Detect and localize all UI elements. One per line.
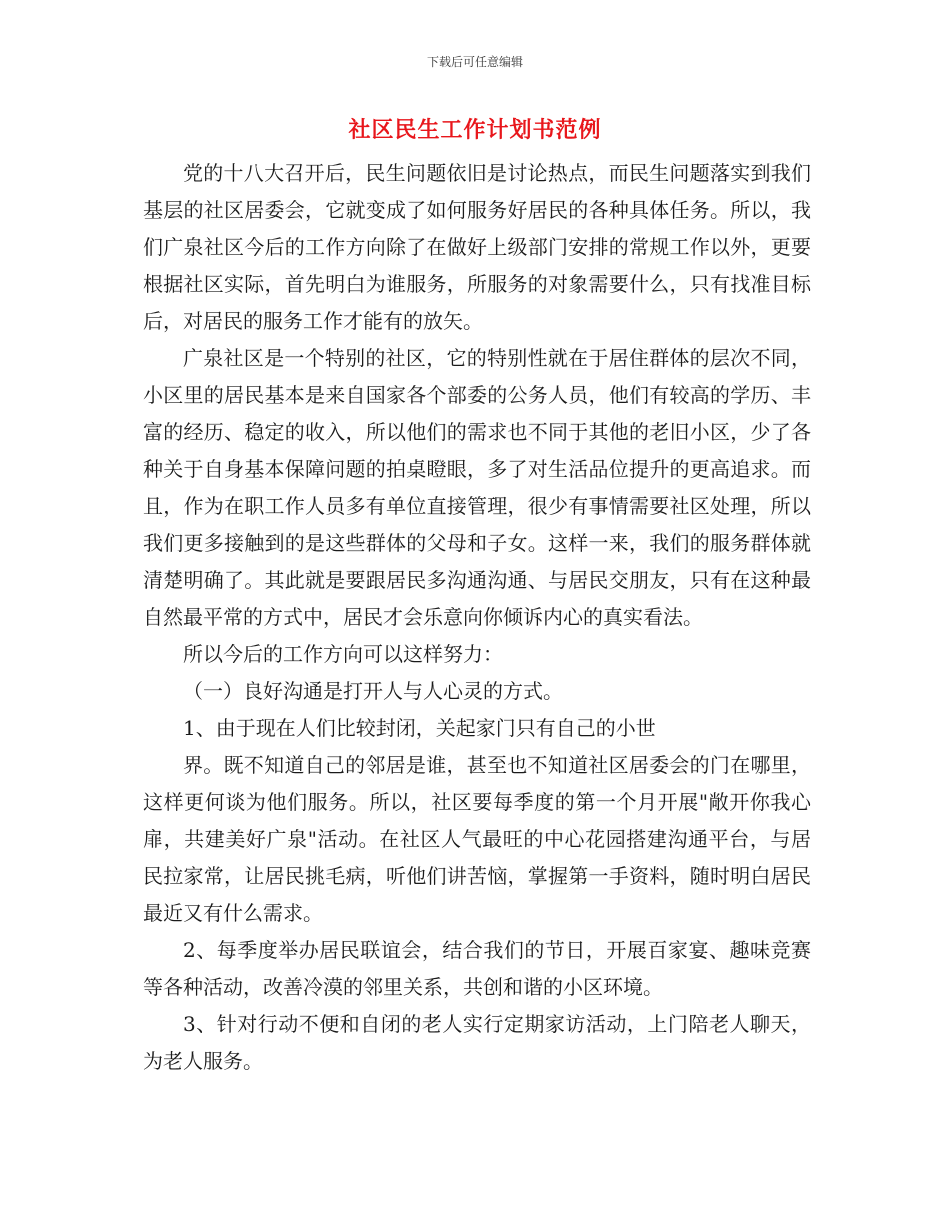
list-item-2: 2、每季度举办居民联谊会，结合我们的节日，开展百家宴、趣味竞赛等各种活动，改善冷漠的邻里关系，共创和谐的小区环境。 [143, 938, 811, 999]
paragraph-community: 广泉社区是一个特别的社区，它的特别性就在于居住群体的层次不同，小区里的居民基本是来自国家各个部委的公务人员，他们有较高的学历、丰富的经历、稳定的收入，所以他们的需求也不同于其他的老旧小区，少了各种关于自身基本保障问题的拍桌瞪眼，多了对生活品位提升的更高追求。而且，作为在职工作人员多有单位直接管理，很少有事情需要社区处理，所以我们更多接触到的是这些群体的父母和子女。这样一来，我们的服务群体就清楚明确了。其此就是要跟居民多沟通沟通、与居民交朋友，只有在这种最自然最平常的方式中，居民才会乐意向你倾诉内心的真实看法。 [143, 346, 811, 629]
list-item-3: 3、针对行动不便和自闭的老人实行定期家访活动，上门陪老人聊天，为老人服务。 [143, 1012, 811, 1073]
paragraph-intro: 党的十八大召开后，民生问题依旧是讨论热点，而民生问题落实到我们基层的社区居委会，它就变成了如何服务好居民的各种具体任务。所以，我们广泉社区今后的工作方向除了在做好上级部门安排的常规工作以外，更要根据社区实际，首先明白为谁服务，所服务的对象需要什么，只有找准目标后，对居民的服务工作才能有的放矢。 [143, 161, 811, 333]
header-note: 下载后可任意编辑 [426, 55, 523, 69]
document-title: 社区民生工作计划书范例 [348, 117, 602, 143]
list-item-1-start: 1、由于现在人们比较封闭，关起家门只有自己的小世 [183, 716, 656, 740]
document-body [143, 155, 811, 1080]
section-heading-1: （一）良好沟通是打开人与人心灵的方式。 [183, 679, 563, 703]
list-item-1-body: 界。既不知道自己的邻居是谁，甚至也不知道社区居委会的门在哪里，这样更何谈为他们服务。所以，社区要每季度的第一个月开展"敞开你我心扉，共建美好广泉"活动。在社区人气最旺的中心花园搭建沟通平台，与居民拉家常，让居民挑毛病，听他们讲苦恼，掌握第一手资料，随时明白居民最近又有什么需求。 [143, 753, 811, 925]
paragraph-direction: 所以今后的工作方向可以这样努力： [183, 642, 503, 666]
